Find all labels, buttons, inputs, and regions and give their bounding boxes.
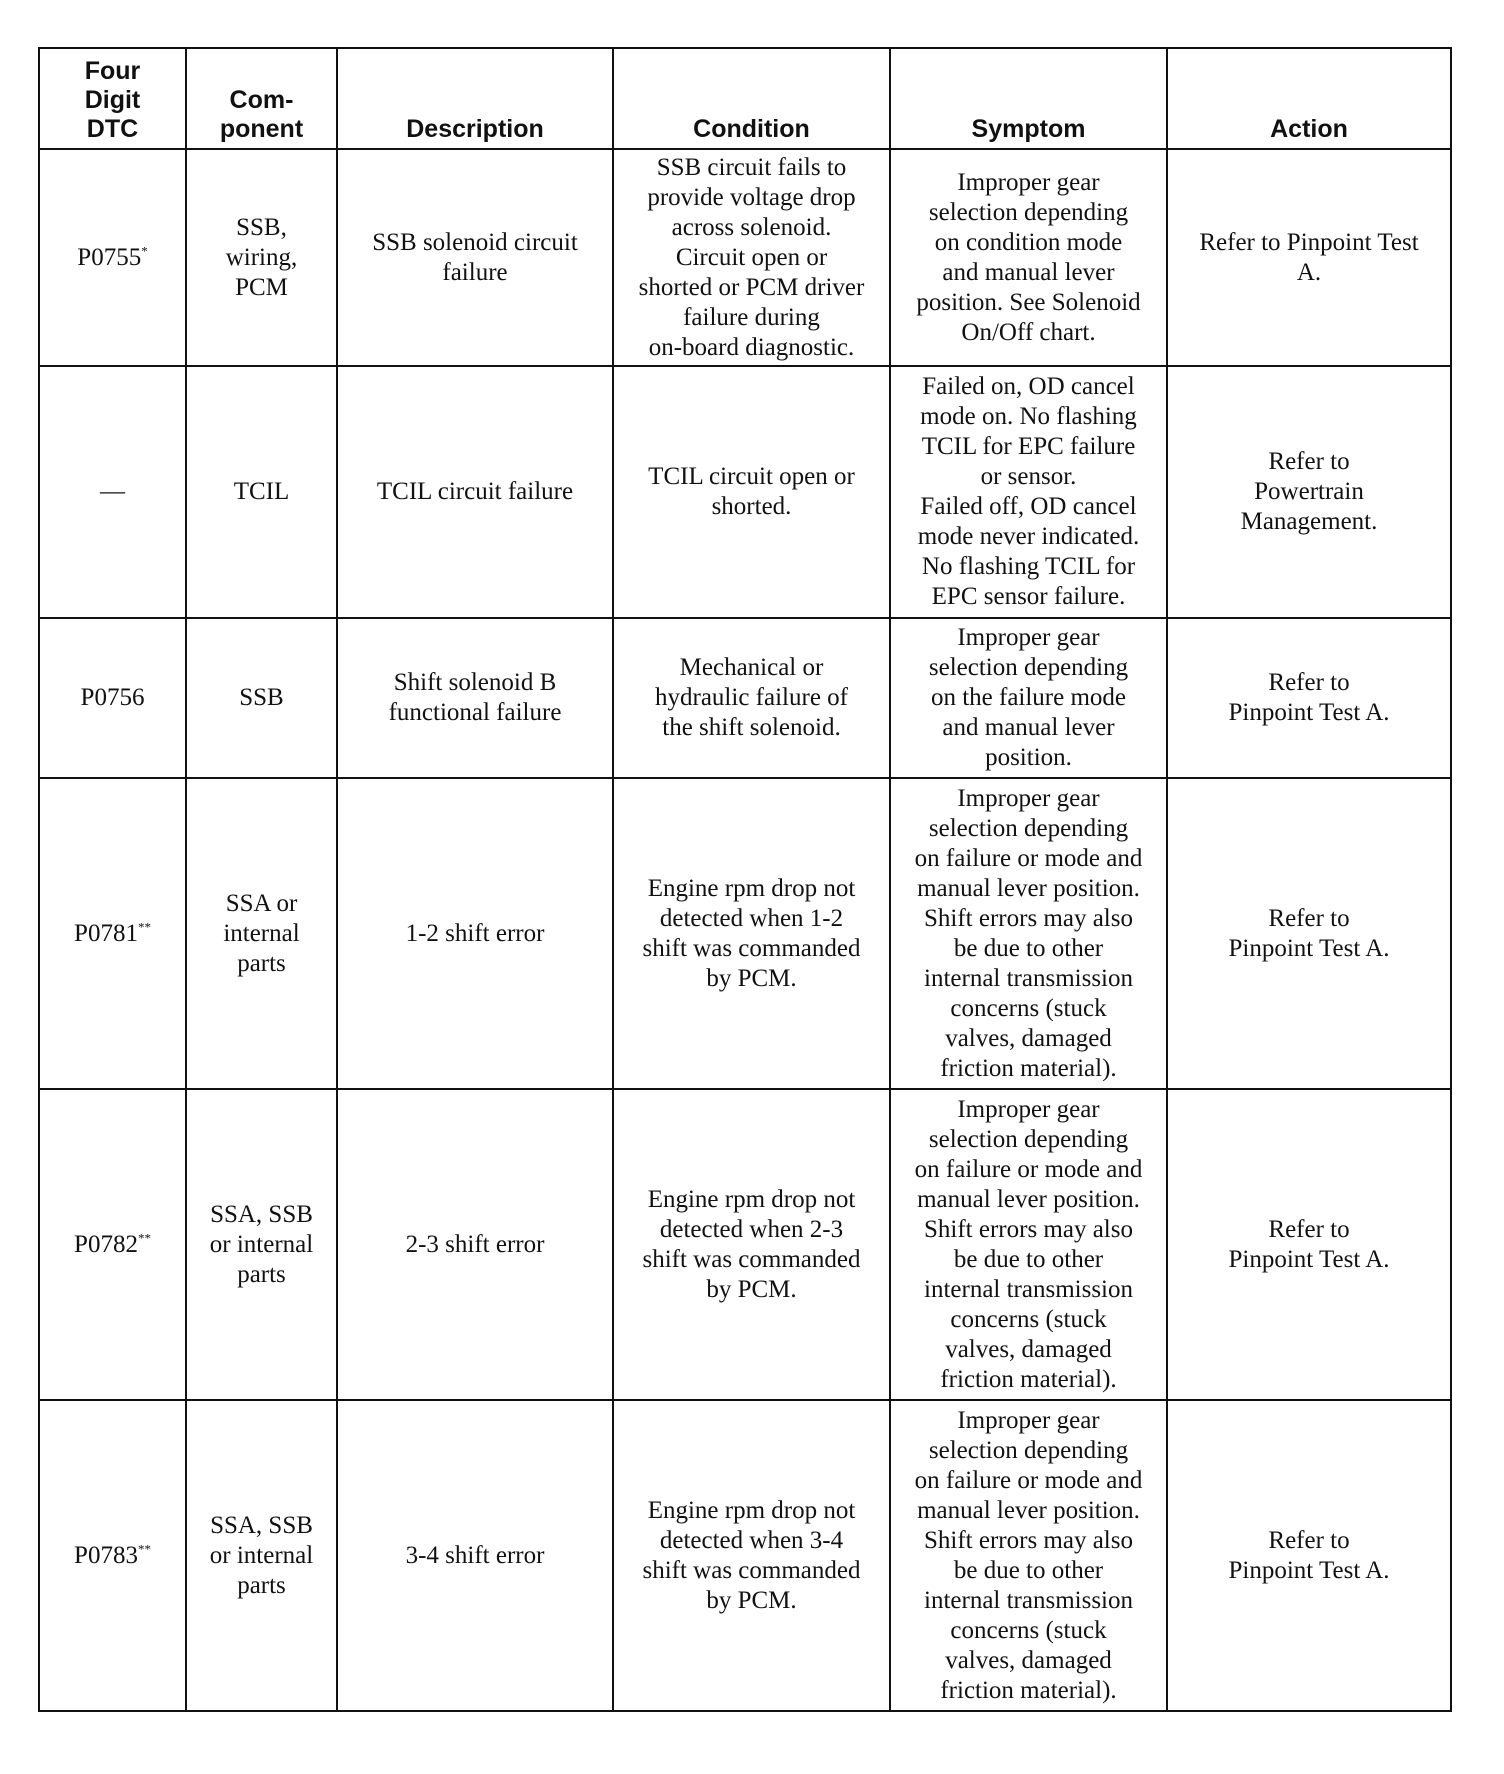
- action-cell: Refer to Pinpoint Test A.: [1167, 1089, 1451, 1400]
- condition-cell: TCIL circuit open or shorted.: [613, 366, 890, 618]
- header-row: [39, 48, 1451, 149]
- component-cell: SSA, SSB or internal parts: [186, 1089, 337, 1400]
- dtc-code: P0781: [74, 919, 138, 947]
- dtc-footnote-mark: **: [137, 919, 151, 935]
- table-row: [39, 366, 1451, 618]
- table-row: [39, 778, 1451, 1089]
- action-cell: Refer to Powertrain Management.: [1167, 366, 1451, 618]
- condition-cell: Mechanical or hydraulic failure of the shift solenoid.: [613, 618, 890, 778]
- action-cell: Refer to Pinpoint Test A.: [1167, 149, 1451, 366]
- dtc-code: P0755: [77, 243, 142, 271]
- dtc-cell: [39, 1089, 186, 1400]
- header-component: Com- ponent: [186, 48, 337, 149]
- dtc-cell: [39, 366, 186, 618]
- component-cell: SSB: [186, 618, 337, 778]
- symptom-cell: Improper gear selection depending on failure or mode and manual lever position. Shift errors may also be due to other internal transmission concerns (stuck valves, damaged friction material).: [890, 1400, 1167, 1711]
- header-description: Description: [337, 48, 613, 149]
- symptom-cell: Failed on, OD cancel mode on. No flashing TCIL for EPC failure or sensor. Failed off, OD cancel mode never indicated. No flashing TCIL for EPC sensor failure.: [890, 366, 1167, 618]
- dtc-footnote-mark: *: [141, 243, 148, 259]
- symptom-cell: Improper gear selection depending on condition mode and manual lever position. See Solenoid On/Off chart.: [890, 149, 1167, 366]
- description-cell: 3-4 shift error: [337, 1400, 613, 1711]
- description-cell: SSB solenoid circuit failure: [337, 149, 613, 366]
- dtc-footnote-mark: **: [137, 1230, 151, 1246]
- table-row: [39, 149, 1451, 366]
- condition-cell: Engine rpm drop not detected when 1-2 shift was commanded by PCM.: [613, 778, 890, 1089]
- header-symptom: Symptom: [890, 48, 1167, 149]
- dtc-code: P0756: [80, 684, 145, 711]
- dtc-cell: [39, 618, 186, 778]
- dtc-cell: [39, 778, 186, 1089]
- description-cell: 2-3 shift error: [337, 1089, 613, 1400]
- condition-cell: Engine rpm drop not detected when 2-3 shift was commanded by PCM.: [613, 1089, 890, 1400]
- dtc-cell: [39, 1400, 186, 1711]
- component-cell: SSB, wiring, PCM: [186, 149, 337, 366]
- condition-cell: Engine rpm drop not detected when 3-4 shift was commanded by PCM.: [613, 1400, 890, 1711]
- action-cell: Refer to Pinpoint Test A.: [1167, 618, 1451, 778]
- table-row: [39, 1089, 1451, 1400]
- dtc-code: P0782: [74, 1230, 138, 1258]
- action-cell: Refer to Pinpoint Test A.: [1167, 778, 1451, 1089]
- description-cell: 1-2 shift error: [337, 778, 613, 1089]
- action-cell: Refer to Pinpoint Test A.: [1167, 1400, 1451, 1711]
- component-cell: SSA, SSB or internal parts: [186, 1400, 337, 1711]
- condition-cell: SSB circuit fails to provide voltage drop across solenoid. Circuit open or shorted or PCM driver failure during on-board diagnostic.: [613, 149, 890, 366]
- symptom-cell: Improper gear selection depending on the failure mode and manual lever position.: [890, 618, 1167, 778]
- dtc-cell: [39, 149, 186, 366]
- symptom-cell: Improper gear selection depending on failure or mode and manual lever position. Shift errors may also be due to other internal transmission concerns (stuck valves, damaged friction material).: [890, 1089, 1167, 1400]
- component-cell: TCIL: [186, 366, 337, 618]
- description-cell: Shift solenoid B functional failure: [337, 618, 613, 778]
- dtc-footnote-mark: **: [137, 1541, 151, 1557]
- table-row: [39, 1400, 1451, 1711]
- header-dtc: Four Digit DTC: [39, 48, 186, 149]
- symptom-cell: Improper gear selection depending on failure or mode and manual lever position. Shift errors may also be due to other internal transmission concerns (stuck valves, damaged friction material).: [890, 778, 1167, 1089]
- description-cell: TCIL circuit failure: [337, 366, 613, 618]
- component-cell: SSA or internal parts: [186, 778, 337, 1089]
- table-row: [39, 618, 1451, 778]
- dtc-code: P0783: [74, 1541, 138, 1569]
- header-condition: Condition: [613, 48, 890, 149]
- dtc-table: [38, 47, 1452, 1712]
- header-action: Action: [1167, 48, 1451, 149]
- dtc-code: —: [100, 478, 125, 505]
